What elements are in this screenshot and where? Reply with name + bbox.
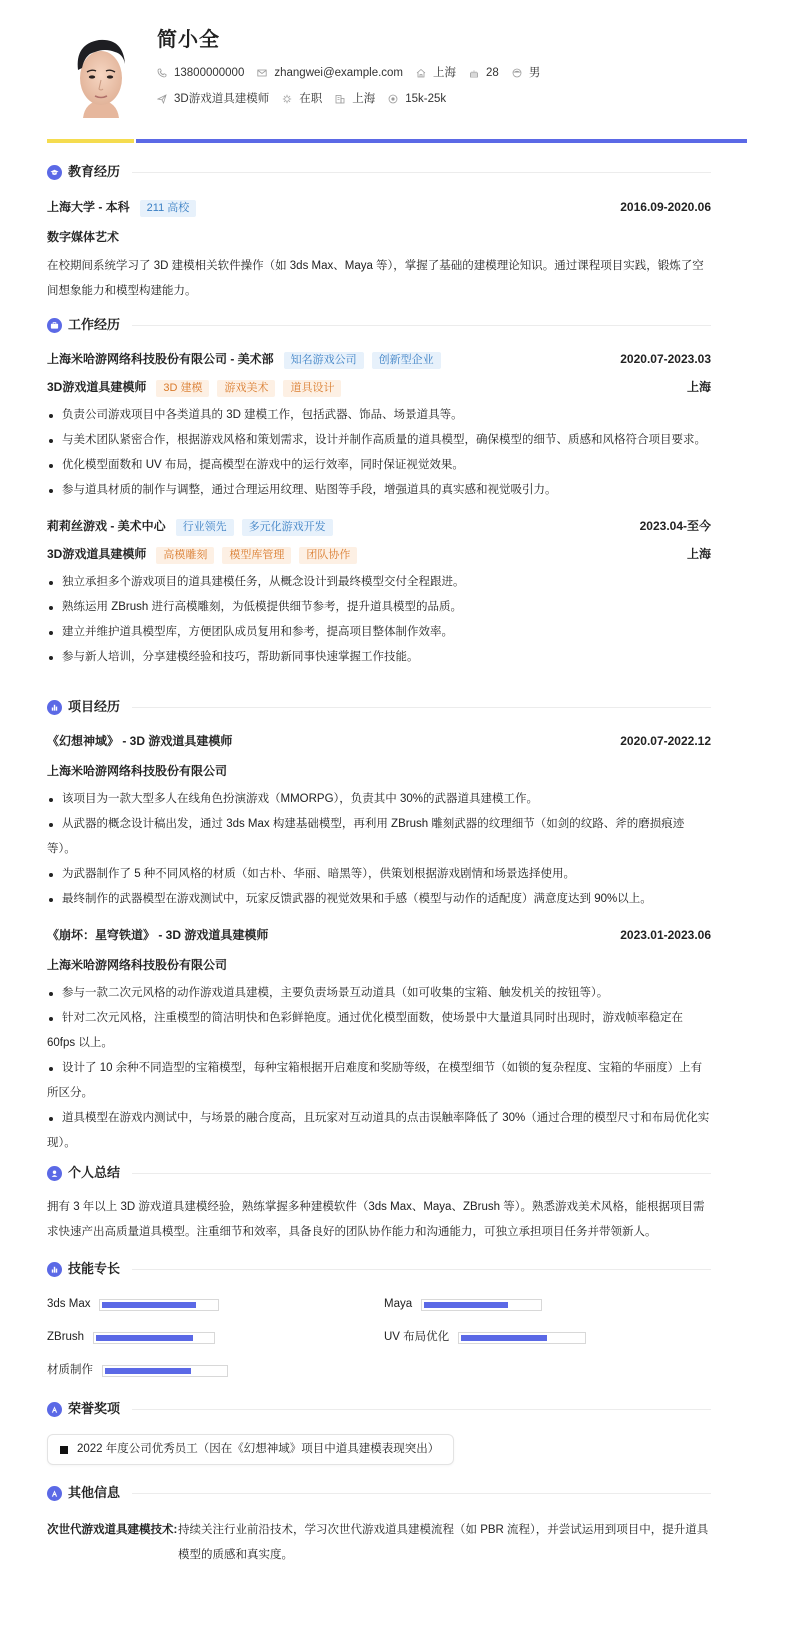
job-info-row xyxy=(157,90,459,108)
target-city-item xyxy=(335,90,375,108)
bullet-item: 道具模型在游戏内测试中，与场景的融合度高，且玩家对互动道具的点击误触率降低了 30%（通过合理的模型尺寸和布局优化实现）。 xyxy=(47,1106,711,1156)
bullet-item: 参与道具材质的制作与调整，通过合理运用纹理、贴图等手段，增强道具的真实感和视觉吸引力。 xyxy=(47,478,711,503)
award-text: 2022 年度公司优秀员工（因在《幻想神域》项目中道具建模表现突出） xyxy=(77,1443,440,1456)
skill-tag: 高模雕刻 xyxy=(156,547,214,564)
company-tag: 创新型企业 xyxy=(372,352,441,369)
user-icon xyxy=(47,1166,62,1181)
section-title: 其他信息 xyxy=(68,1484,121,1500)
city-text: 上海 xyxy=(433,67,457,79)
work-date: 2023.04-至今 xyxy=(639,519,711,534)
other-text: 持续关注行业前沿技术，学习次世代游戏道具建模流程（如 PBR 流程），并尝试运用到项目中，提升道具模型的质感和真实度。 xyxy=(178,1524,709,1561)
send-icon xyxy=(157,94,167,104)
graduation-cap-icon xyxy=(47,165,62,180)
other-header xyxy=(47,1482,711,1504)
gender-icon xyxy=(512,68,522,78)
work-bullets xyxy=(47,570,711,670)
skill-item xyxy=(47,1321,384,1354)
contact-info-row xyxy=(157,64,553,82)
bullet-item: 针对二次元风格，注重模型的简洁明快和色彩鲜艳度。通过优化模型面数，使场景中大量道具同时出现时，游戏帧率稳定在 60fps 以上。 xyxy=(47,1006,711,1056)
cake-icon xyxy=(469,68,479,78)
skill-progress-bar xyxy=(458,1332,586,1344)
skill-tag: 3D 建模 xyxy=(156,380,209,397)
project-item xyxy=(47,923,711,1156)
education-date: 2016.09-2020.06 xyxy=(620,200,711,215)
bullet-item: 独立承担多个游戏项目的道具建模任务，从概念设计到最终模型交付全程跟进。 xyxy=(47,570,711,595)
skill-progress-bar xyxy=(421,1299,542,1311)
building-icon xyxy=(335,94,345,104)
job-status-text: 在职 xyxy=(299,93,323,105)
summary-header xyxy=(47,1162,711,1184)
project-company-row xyxy=(47,953,711,979)
summary-text: 拥有 3 年以上 3D 游戏道具建模经验，熟练掌握多种建模软件（3ds Max、Maya、ZBrush 等）。熟悉游戏美术风格，能根据项目需求快速产出高质量道具模型。注重细节和效率，具备良好的团队协作能力和沟通能力，可独立承担项目任务并带领新人。 xyxy=(47,1201,705,1238)
skills-section xyxy=(47,1258,711,1387)
project-bullets xyxy=(47,787,711,912)
awards-section xyxy=(47,1398,711,1465)
skill-label: UV 布局优化 xyxy=(384,1331,450,1344)
chart-bars-icon xyxy=(47,700,62,715)
phone-icon xyxy=(157,68,167,78)
city-item xyxy=(416,64,456,82)
skill-progress-bar xyxy=(93,1332,215,1344)
education-description: 在校期间系统学习了 3D 建模相关软件操作（如 3ds Max、Maya 等），掌握了基础的建模理论知识。通过课程项目实践，锻炼了空间想象能力和模型构建能力。 xyxy=(47,260,704,297)
work-item xyxy=(47,347,711,503)
skill-tag: 道具设计 xyxy=(283,380,341,397)
section-divider xyxy=(132,1173,711,1174)
bullet-item: 为武器制作了 5 种不同风格的材质（如古朴、华丽、暗黑等），供策划根据游戏剧情和场景选择使用。 xyxy=(47,862,711,887)
project-title-row xyxy=(47,923,711,949)
job-role: 3D游戏道具建模师 xyxy=(47,547,147,562)
home-icon xyxy=(416,68,426,78)
award-icon xyxy=(47,1486,62,1501)
skill-tag: 游戏美术 xyxy=(217,380,275,397)
section-divider xyxy=(132,325,711,326)
target-city-text: 上海 xyxy=(352,93,376,105)
salary-item xyxy=(388,90,446,108)
skill-progress-bar xyxy=(102,1365,228,1377)
bullet-item: 参与新人培训，分享建模经验和技巧，帮助新同事快速掌握工作技能。 xyxy=(47,645,711,670)
bullet-item: 设计了 10 余种不同造型的宝箱模型，每种宝箱根据开启难度和奖励等级，在模型细节（如锁的复杂程度、宝箱的华丽度）上有所区分。 xyxy=(47,1056,711,1106)
skill-label: ZBrush xyxy=(47,1331,85,1344)
company-name: 莉莉丝游戏 - 美术中心 xyxy=(47,519,166,534)
project-company: 上海米哈游网络科技股份有限公司 xyxy=(47,764,228,779)
section-divider xyxy=(132,1409,711,1410)
work-company-row xyxy=(47,514,711,540)
skills-header xyxy=(47,1258,711,1280)
skill-item xyxy=(47,1288,384,1321)
work-bullets xyxy=(47,403,711,503)
briefcase-icon xyxy=(47,318,62,333)
candidate-name: 简小全 xyxy=(157,29,220,51)
work-location: 上海 xyxy=(686,380,711,395)
avatar xyxy=(65,30,137,118)
other-label: 次世代游戏道具建模技术: xyxy=(47,1524,178,1536)
header-accent-bar xyxy=(47,139,747,143)
salary-text: 15k-25k xyxy=(405,93,447,105)
section-divider xyxy=(132,1493,711,1494)
skill-label: 3ds Max xyxy=(47,1298,91,1311)
project-date: 2023.01-2023.06 xyxy=(620,928,711,943)
salary-icon xyxy=(388,94,398,104)
award-icon xyxy=(47,1402,62,1417)
section-divider xyxy=(132,172,711,173)
email-item xyxy=(257,64,403,82)
education-section xyxy=(47,161,711,304)
company-tag: 知名游戏公司 xyxy=(284,352,364,369)
project-name: 《崩坏：星穹铁道》 - 3D 游戏道具建模师 xyxy=(47,928,269,943)
bullet-item: 该项目为一款大型多人在线角色扮演游戏（MMORPG），负责其中 30%的武器道具建模工作。 xyxy=(47,787,711,812)
section-title: 个人总结 xyxy=(68,1164,121,1180)
chart-bars-icon xyxy=(47,1262,62,1277)
section-divider xyxy=(132,1269,711,1270)
square-bullet-icon xyxy=(60,1446,68,1454)
project-company-row xyxy=(47,759,711,785)
work-section xyxy=(47,314,711,670)
section-divider xyxy=(132,707,711,708)
work-date: 2020.07-2023.03 xyxy=(620,352,711,367)
skill-item xyxy=(47,1354,384,1387)
awards-header xyxy=(47,1398,711,1420)
job-status-item xyxy=(282,90,322,108)
work-header xyxy=(47,314,711,336)
school-name: 上海大学 - 本科 xyxy=(47,200,130,215)
bullet-item: 从武器的概念设计稿出发，通过 3ds Max 构建基础模型，再利用 ZBrush 雕刻武器的纹理细节（如剑的纹路、斧的磨损痕迹等）。 xyxy=(47,812,711,862)
project-bullets xyxy=(47,981,711,1156)
major-name: 数字媒体艺术 xyxy=(47,230,120,245)
email-text: zhangwei@example.com xyxy=(274,67,404,79)
age-text: 28 xyxy=(486,67,499,79)
major-row xyxy=(47,225,711,251)
skill-tag: 团队协作 xyxy=(299,547,357,564)
work-role-row xyxy=(47,542,711,568)
work-role-row xyxy=(47,375,711,401)
status-icon xyxy=(282,94,292,104)
gender-item xyxy=(512,64,541,82)
skill-progress-bar xyxy=(99,1299,219,1311)
company-name: 上海米哈游网络科技股份有限公司 - 美术部 xyxy=(47,352,274,367)
education-header xyxy=(47,161,711,183)
skill-tag: 模型库管理 xyxy=(222,547,291,564)
bullet-item: 建立并维护道具模型库，方便团队成员复用和参考，提高项目整体制作效率。 xyxy=(47,620,711,645)
bullet-item: 负责公司游戏项目中各类道具的 3D 建模工作，包括武器、饰品、场景道具等。 xyxy=(47,403,711,428)
projects-header xyxy=(47,696,711,718)
gender-text: 男 xyxy=(528,67,541,79)
skill-item xyxy=(384,1321,684,1354)
target-job-text: 3D游戏道具建模师 xyxy=(174,93,270,105)
target-job-item xyxy=(157,90,269,108)
age-item xyxy=(469,64,499,82)
company-tag: 多元化游戏开发 xyxy=(242,519,333,536)
other-section xyxy=(47,1482,711,1568)
section-title: 工作经历 xyxy=(68,316,121,332)
section-title: 技能专长 xyxy=(68,1260,121,1276)
phone-item xyxy=(157,64,244,82)
award-item xyxy=(47,1434,454,1465)
bullet-item: 熟练运用 ZBrush 进行高模雕刻，为低模提供细节参考，提升道具模型的品质。 xyxy=(47,595,711,620)
project-item xyxy=(47,729,711,912)
bullet-item: 参与一款二次元风格的动作游戏道具建模，主要负责场景互动道具（如可收集的宝箱、触发机关的按钮等）。 xyxy=(47,981,711,1006)
company-tag: 行业领先 xyxy=(176,519,234,536)
skill-item xyxy=(384,1288,684,1321)
phone-text: 13800000000 xyxy=(174,67,245,79)
work-company-row xyxy=(47,347,711,373)
project-company: 上海米哈游网络科技股份有限公司 xyxy=(47,958,228,973)
project-title-row xyxy=(47,729,711,755)
skill-label: Maya xyxy=(384,1298,413,1311)
bullet-item: 与美术团队紧密合作，根据游戏风格和策划需求，设计并制作高质量的道具模型，确保模型的细节、质感和风格符合项目要求。 xyxy=(47,428,711,453)
section-title: 荣誉奖项 xyxy=(68,1400,121,1416)
job-role: 3D游戏道具建模师 xyxy=(47,380,147,395)
project-name: 《幻想神域》 - 3D 游戏道具建模师 xyxy=(47,734,233,749)
section-title: 教育经历 xyxy=(68,163,121,179)
work-item xyxy=(47,514,711,670)
education-row xyxy=(47,195,711,221)
resume-header xyxy=(47,0,747,140)
other-item xyxy=(47,1518,711,1568)
work-location: 上海 xyxy=(686,547,711,562)
school-tag: 211 高校 xyxy=(140,200,197,217)
project-date: 2020.07-2022.12 xyxy=(620,734,711,749)
skills-grid xyxy=(47,1288,711,1387)
bullet-item: 优化模型面数和 UV 布局，提高模型在游戏中的运行效率，同时保证视觉效果。 xyxy=(47,453,711,478)
section-title: 项目经历 xyxy=(68,698,121,714)
summary-section xyxy=(47,1162,711,1245)
skill-label: 材质制作 xyxy=(47,1364,93,1377)
projects-section xyxy=(47,696,711,1156)
bullet-item: 最终制作的武器模型在游戏测试中，玩家反馈武器的视觉效果和手感（模型与动作的适配度）满意度达到 90%以上。 xyxy=(47,887,711,912)
mail-icon xyxy=(257,68,267,78)
